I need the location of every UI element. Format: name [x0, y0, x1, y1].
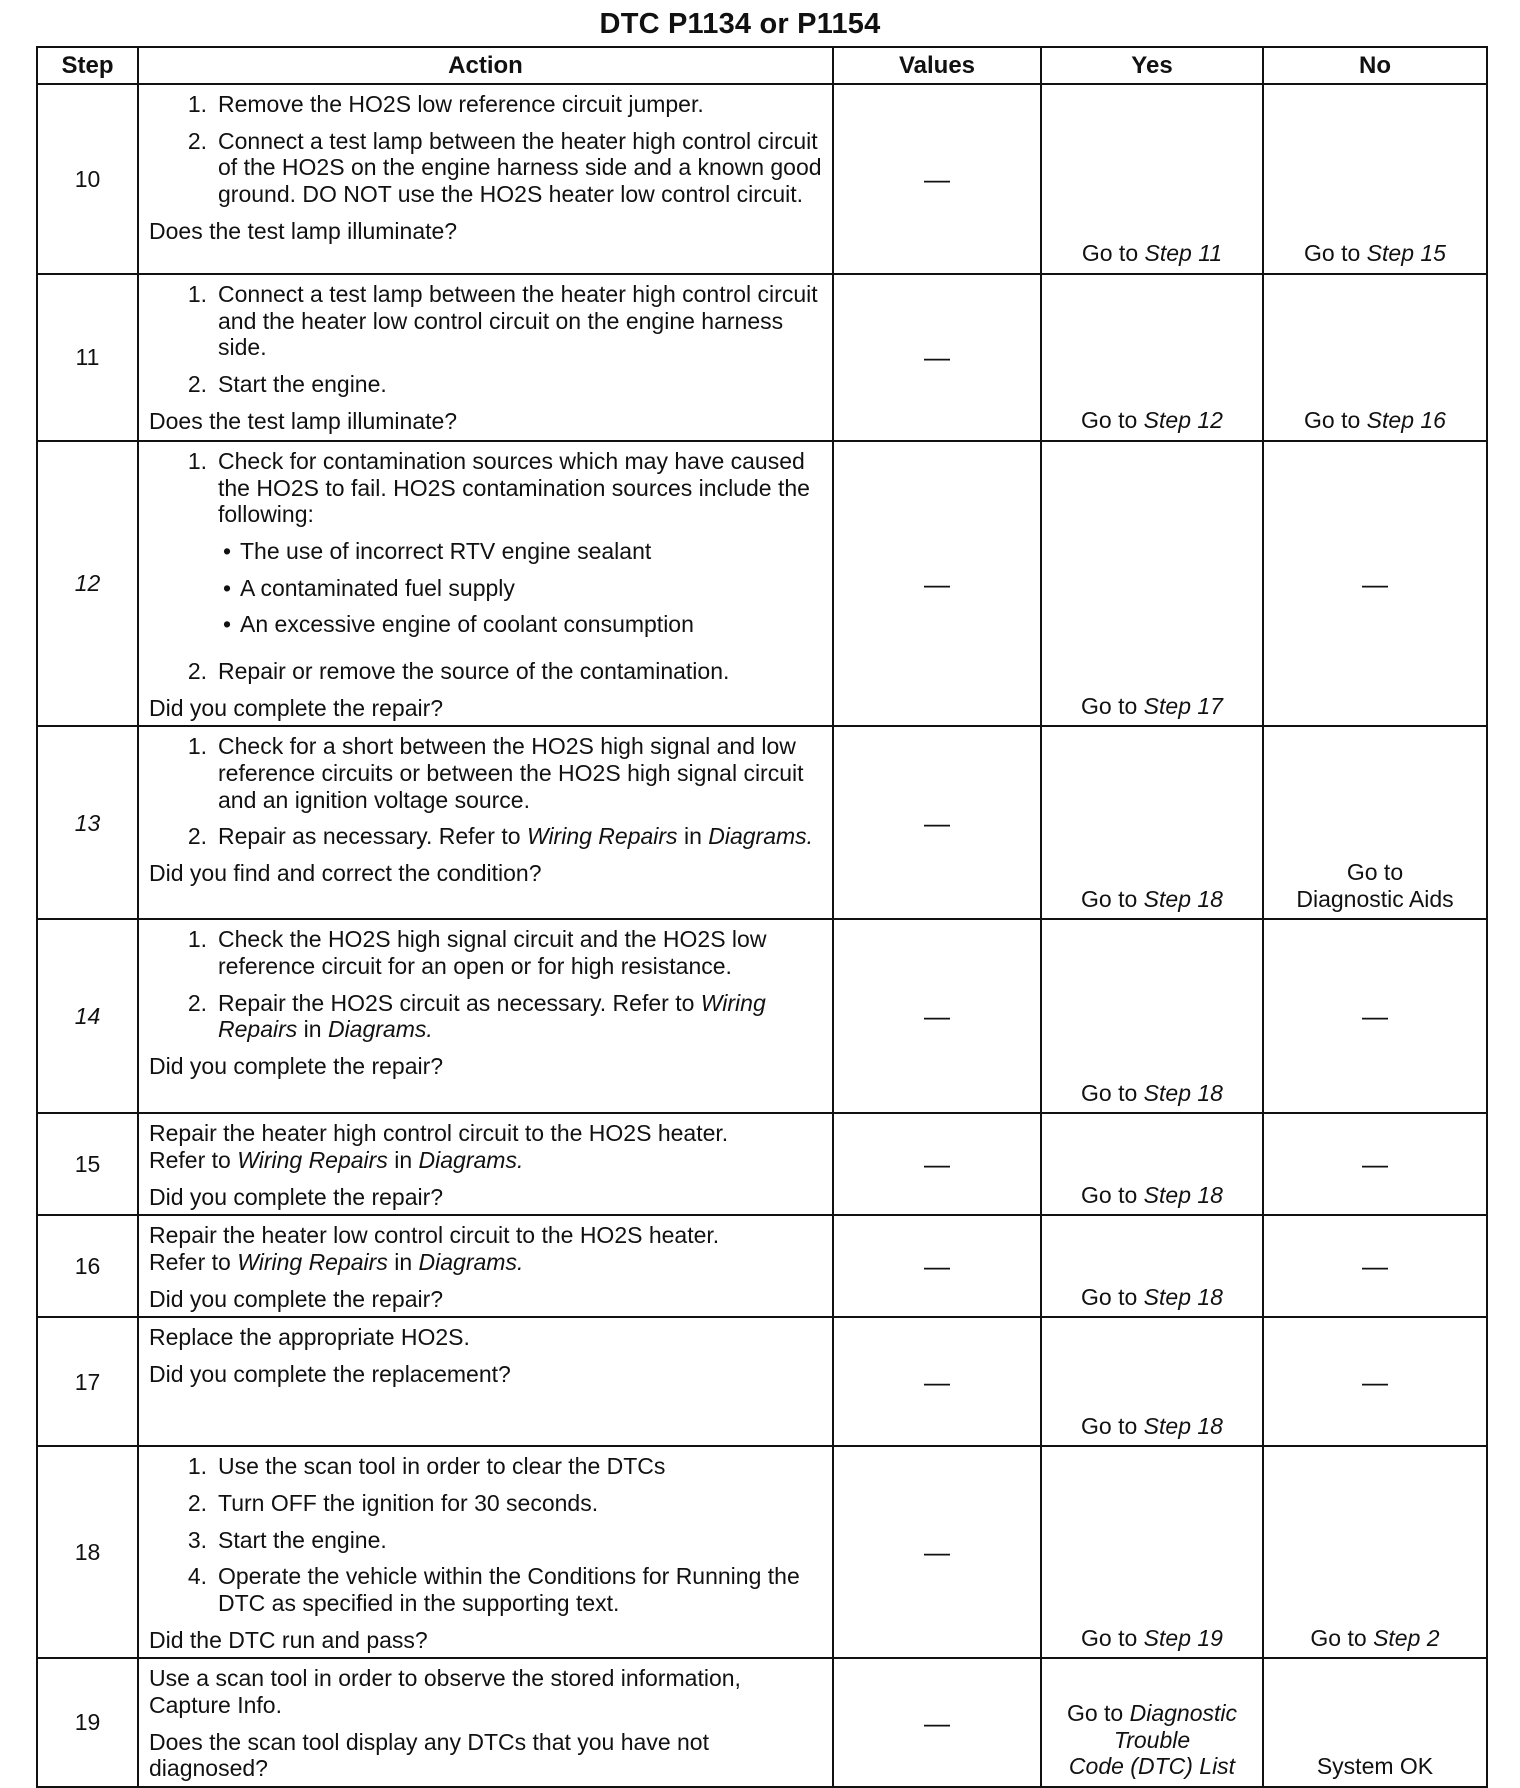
- no-cell: —: [1263, 1113, 1487, 1215]
- bullet-item: • An excessive engine of coolant consumption: [222, 611, 694, 638]
- action-cell: [138, 1446, 833, 1658]
- no-cell: —: [1263, 441, 1487, 726]
- page-title: DTC P1134 or P1154: [599, 8, 881, 40]
- table-row: [37, 274, 1487, 441]
- no-cell: —: [1263, 1215, 1487, 1317]
- bullet-item: • A contaminated fuel supply: [222, 574, 515, 601]
- action-text: Replace the appropriate HO2S.: [149, 1324, 470, 1351]
- action-cell: [138, 1658, 833, 1787]
- table-row: [37, 1317, 1487, 1446]
- values-cell: —: [833, 1317, 1041, 1446]
- no-cell: Go to Step 16: [1263, 274, 1487, 441]
- header-action: Action: [138, 47, 833, 84]
- action-text: Use a scan tool in order to observe the stored information, Capture Info.: [149, 1665, 741, 1719]
- action-item: 1. Check for a short between the HO2S high signal and low reference circuits or between the HO2S high signal circuit and an ignition voltage source.: [187, 733, 804, 813]
- action-question: Does the test lamp illuminate?: [149, 407, 458, 434]
- step-number: 13: [37, 726, 138, 919]
- action-question: Did you complete the repair?: [149, 1183, 444, 1210]
- step-number: 18: [37, 1446, 138, 1658]
- bullet-item: • The use of incorrect RTV engine sealant: [222, 538, 652, 565]
- yes-cell: Go to Step 11: [1041, 84, 1263, 274]
- action-item: 1. Check for contamination sources which may have caused the HO2S to fail. HO2S contamination sources include the following: • The use of incorrect RTV engine sealant • A contaminated fuel supply • An excessive engine of coolant consumption: [149, 448, 822, 648]
- values-cell: —: [833, 1215, 1041, 1317]
- step-number: 12: [37, 441, 138, 726]
- table-row: [37, 1215, 1487, 1317]
- header-values: Values: [833, 47, 1041, 84]
- action-cell: [138, 726, 833, 919]
- step-number: 17: [37, 1317, 138, 1446]
- action-question: Did the DTC run and pass?: [149, 1626, 428, 1653]
- table-row: [37, 1113, 1487, 1215]
- action-item: 1. Connect a test lamp between the heater high control circuit and the heater low control circuit on the engine harness side.: [187, 281, 818, 361]
- action-question: Did you complete the repair?: [149, 694, 444, 721]
- action-question: Did you complete the replacement?: [149, 1361, 511, 1388]
- values-cell: —: [833, 274, 1041, 441]
- yes-cell: Go to Step 18: [1041, 1215, 1263, 1317]
- yes-cell: Go to Step 18: [1041, 726, 1263, 919]
- header-step: Step: [37, 47, 138, 84]
- yes-cell: Go to Step 17: [1041, 441, 1263, 726]
- table-row: [37, 84, 1487, 274]
- yes-cell: Go to Step 12: [1041, 274, 1263, 441]
- yes-cell: Go to Step 18: [1041, 919, 1263, 1113]
- no-cell: —: [1263, 1317, 1487, 1446]
- table-row: [37, 1658, 1487, 1787]
- no-cell: Go to Step 2: [1263, 1446, 1487, 1658]
- values-cell: —: [833, 1113, 1041, 1215]
- action-question: Did you complete the repair?: [149, 1285, 444, 1312]
- action-item: 2. Start the engine.: [187, 371, 387, 398]
- step-number: 10: [37, 84, 138, 274]
- action-item: 2. Repair or remove the source of the contamination.: [187, 658, 730, 685]
- action-item: 2. Repair the HO2S circuit as necessary. Refer to Wiring Repairs in Diagrams.: [187, 989, 766, 1043]
- action-cell: [138, 1215, 833, 1317]
- action-item: 2. Repair as necessary. Refer to Wiring Repairs in Diagrams.: [187, 823, 814, 850]
- step-number: 16: [37, 1215, 138, 1317]
- action-text: Repair the heater high control circuit to the HO2S heater. Refer to Wiring Repairs in Diagrams.: [149, 1120, 729, 1174]
- action-question: Did you find and correct the condition?: [149, 860, 542, 887]
- header-yes: Yes: [1041, 47, 1263, 84]
- action-item: 3. Start the engine.: [187, 1526, 387, 1553]
- action-question: Does the test lamp illuminate?: [149, 217, 458, 244]
- action-question: Did you complete the repair?: [149, 1053, 444, 1080]
- action-item: 4. Operate the vehicle within the Conditions for Running the DTC as specified in the supporting text.: [187, 1563, 800, 1617]
- yes-cell: Go to Step 18: [1041, 1113, 1263, 1215]
- action-cell: [138, 274, 833, 441]
- action-text: Repair the heater low control circuit to the HO2S heater. Refer to Wiring Repairs in Diagrams.: [149, 1222, 720, 1276]
- action-item: 1. Remove the HO2S low reference circuit jumper.: [187, 91, 704, 117]
- step-number: 15: [37, 1113, 138, 1215]
- action-item: 1. Use the scan tool in order to clear the DTCs: [187, 1453, 666, 1480]
- no-cell: —: [1263, 919, 1487, 1113]
- action-cell: [138, 1113, 833, 1215]
- action-cell: [138, 919, 833, 1113]
- table-row: [37, 726, 1487, 919]
- table-header-row: [37, 47, 1487, 84]
- values-cell: —: [833, 1446, 1041, 1658]
- action-cell: [138, 441, 833, 726]
- header-no: No: [1263, 47, 1487, 84]
- values-cell: —: [833, 441, 1041, 726]
- yes-cell: Go to Step 18: [1041, 1317, 1263, 1446]
- action-cell: [138, 1317, 833, 1446]
- step-number: 19: [37, 1658, 138, 1787]
- action-item: 2. Connect a test lamp between the heater high control circuit of the HO2S on the engine harness side and a known good ground. DO NOT use the HO2S heater low control circuit.: [187, 127, 822, 208]
- no-cell: System OK: [1263, 1658, 1487, 1787]
- table-row: [37, 441, 1487, 726]
- values-cell: —: [833, 1658, 1041, 1787]
- step-number: 11: [37, 274, 138, 441]
- values-cell: —: [833, 726, 1041, 919]
- action-question: Does the scan tool display any DTCs that you have not diagnosed?: [149, 1728, 709, 1782]
- action-item: 1. Check the HO2S high signal circuit and the HO2S low reference circuit for an open or for high resistance.: [187, 926, 767, 980]
- table-row: [37, 919, 1487, 1113]
- yes-cell: Go to Step 19: [1041, 1446, 1263, 1658]
- table-row: [37, 1446, 1487, 1658]
- yes-cell: Go to Diagnostic Trouble Code (DTC) List: [1041, 1658, 1263, 1787]
- values-cell: —: [833, 919, 1041, 1113]
- step-number: 14: [37, 919, 138, 1113]
- no-cell: Go to Diagnostic Aids: [1263, 726, 1487, 919]
- action-cell: [138, 84, 833, 274]
- action-item: 2. Turn OFF the ignition for 30 seconds.: [187, 1490, 599, 1517]
- no-cell: Go to Step 15: [1263, 84, 1487, 274]
- dtc-table: [36, 46, 1488, 1788]
- values-cell: —: [833, 84, 1041, 274]
